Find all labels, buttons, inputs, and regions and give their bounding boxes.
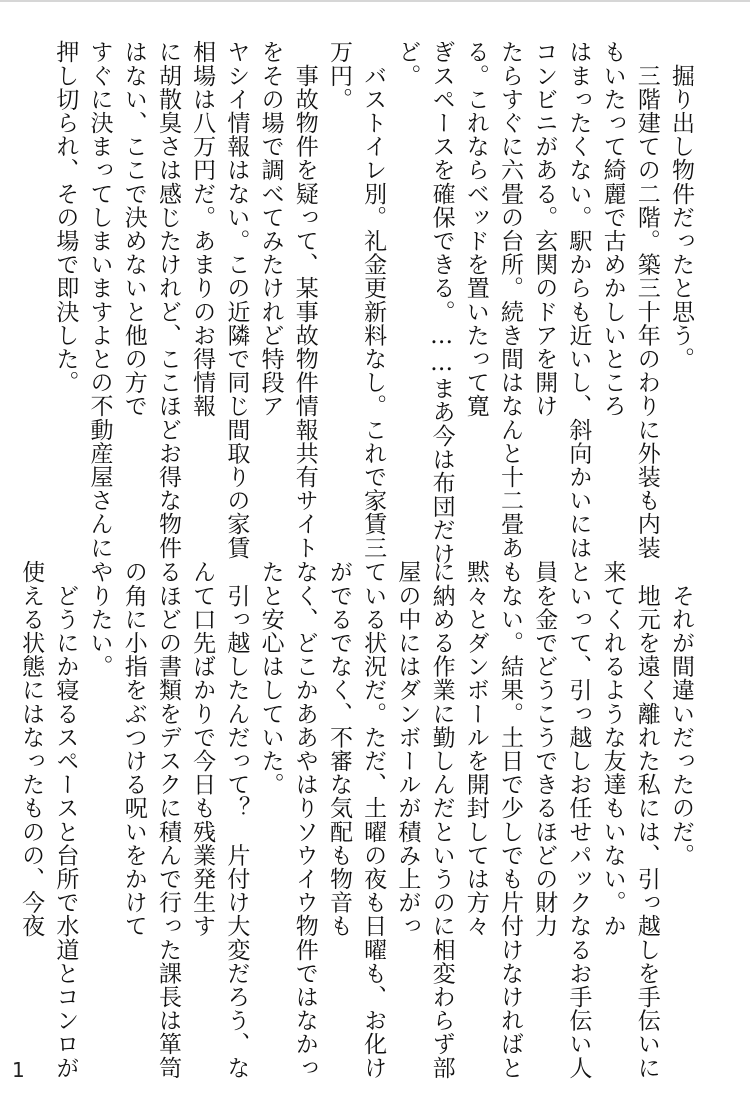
page-number: 1 — [12, 1058, 25, 1082]
text-line: といって、引っ越しお任せパックなるお手伝い人 — [565, 560, 592, 1080]
text-line: に納める作業に勤しんだというのに相変わらず部 — [428, 560, 455, 1080]
text-line: ヤシイ情報はない。この近隣で同じ間取りの家賃 — [223, 40, 250, 560]
top-rule — [0, 0, 750, 2]
text-line: コンビニがある。玄関のドアを開け — [531, 40, 558, 418]
text-line: 黙々とダンボールを開封しては方々 — [462, 560, 489, 938]
text-line: 員を金でどうこうできるほどの財力 — [531, 560, 558, 938]
text-line: もいたって綺麗で古めかしいところ — [599, 40, 626, 418]
text-line: 来てくれるような友達もいない。か — [599, 560, 626, 938]
text-line: ど。 — [394, 40, 421, 88]
text-line: もない。結果。土日で少しでも片付けなければと — [496, 560, 523, 1080]
text-line: んて口先ばかりで今日も残業発生す — [189, 560, 216, 938]
upper-text-block — [48, 40, 698, 566]
text-line: 事故物件を疑って、某事故物件情報共有サイト — [291, 40, 318, 560]
text-line: なく、どこかああやはりソウイウ物件ではなかっ — [291, 560, 318, 1080]
text-line: 使える状態にはなったものの、今夜 — [18, 560, 45, 938]
text-line: 相場は八万円だ。あまりのお得情報 — [189, 40, 216, 418]
text-line: はまったくない。駅からも近いし、斜向かいには — [565, 40, 592, 560]
text-line: ている状況だ。ただ、土曜の夜も日曜も、お化け — [360, 560, 387, 1080]
text-line: に胡散臭さは感じたけれど、ここほどお得な物件 — [154, 40, 181, 560]
text-line: たと安心はしていた。 — [257, 560, 284, 796]
text-line: バストイレ別。礼金更新料なし。これで家賃三 — [360, 40, 387, 560]
text-line: をその場で調べてみたけれど特段ア — [257, 40, 284, 418]
text-line: る。これならベッドを置いたって寛 — [462, 40, 489, 418]
text-line: の角に小指をぶつける呪いをかけて — [120, 560, 147, 938]
text-line: 掘り出し物件だったと思う。 — [668, 40, 694, 371]
text-line: 屋の中にはダンボールが積み上がっ — [394, 560, 421, 938]
text-line: 押し切られ、その場で即決した。 — [52, 40, 79, 394]
text-line: ぎスペースを確保できる。……まあ今は布団だけ — [428, 40, 455, 566]
text-line: 地元を遠く離れた私には、引っ越しを手伝いに — [633, 560, 660, 1080]
text-line: やりたい。 — [86, 560, 113, 678]
text-line: たらすぐに六畳の台所。続き間はなんと十二畳あ — [496, 40, 523, 560]
text-line: それが間違いだったのだ。 — [668, 560, 694, 867]
text-line: るほどの書類をデスクに積んで行った課長は箪笥 — [154, 560, 181, 1080]
text-line: すぐに決まってしまいますよとの不動産屋さんに — [86, 40, 113, 560]
text-line: 引っ越したんだって？ 片付け大変だろう、な — [223, 560, 250, 1080]
text-line: 万円。 — [325, 40, 352, 111]
text-line: がでるでなく、不審な気配も物音も — [325, 560, 352, 938]
text-line: どうにか寝るスペースと台所で水道とコンロが — [52, 560, 79, 1080]
text-line: 三階建ての二階。築三十年のわりに外装も内装 — [633, 40, 660, 560]
lower-text-block — [14, 560, 698, 1080]
text-line: はない、ここで決めないと他の方で — [120, 40, 147, 418]
